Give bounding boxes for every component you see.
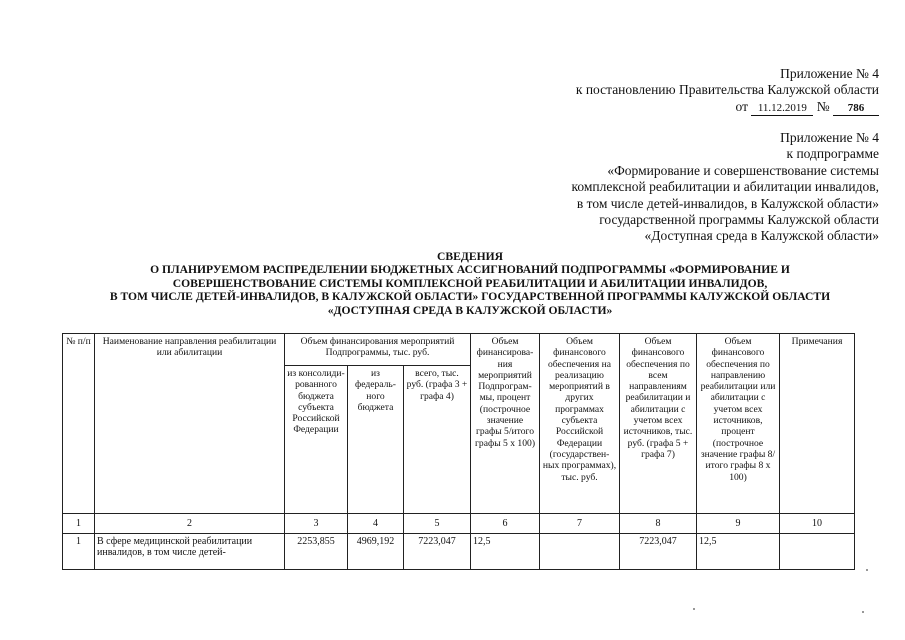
title-line: О ПЛАНИРУЕМОМ РАСПРЕДЕЛЕНИИ БЮДЖЕТНЫХ АССИГНОВАНИЙ ПОДПРОГРАММЫ «ФОРМИРОВАНИЕ И — [150, 263, 790, 277]
column-number: 6 — [471, 514, 540, 534]
column-number: 4 — [348, 514, 404, 534]
resolution-number: 786 — [833, 102, 879, 116]
header-notes: Примечания — [780, 334, 855, 514]
row-percent: 12,5 — [471, 534, 540, 570]
header-federal: из федераль- ного бюджета — [348, 366, 404, 514]
scan-speck — [866, 569, 868, 571]
title-line: В ТОМ ЧИСЛЕ ДЕТЕЙ-ИНВАЛИДОВ, В КАЛУЖСКОЙ ОБЛАСТИ» ГОСУДАРСТВЕННОЙ ПРОГРАММЫ КАЛУЖСКОЙ ОБЛАСТИ — [109, 290, 831, 304]
column-number: 7 — [540, 514, 620, 534]
row-total: 7223,047 — [404, 534, 471, 570]
row-notes — [780, 534, 855, 570]
column-number: 8 — [620, 514, 697, 534]
table-row — [63, 534, 855, 570]
header-all-sources: Объем финансового обеспечения по всем направлениям реабилитации и абилитации с учетом всех источников, тыс. руб. (графа 5 + графа 7) — [620, 334, 697, 514]
program-ref-line: государственной программы Калужской области — [599, 212, 879, 228]
row-all-sources: 7223,047 — [620, 534, 697, 570]
column-number: 3 — [285, 514, 348, 534]
header-funding-group: Объем финансирования мероприятий Подпрограммы, тыс. руб. — [285, 334, 471, 366]
header-percent: Объем финансирова- ния мероприятий Подпрограм- мы, процент (построчное значение графы 5/итого графы 5 x 100) — [471, 334, 540, 514]
row-federal: 4969,192 — [348, 534, 404, 570]
appendix-resolution-ref: к постановлению Правительства Калужской области — [575, 82, 879, 98]
header-direction: Наименование направления реабилитации или абилитации — [95, 334, 285, 514]
row-num: 1 — [63, 534, 95, 570]
header-direction-all-sources: Объем финансового обеспечения по направлению реабилитации или абилитации с учетом всех источников, процент (построчное значение графы 8/итого графы 8 x 100) — [697, 334, 780, 514]
from-label: от — [735, 98, 748, 114]
title-line: СОВЕРШЕНСТВОВАНИЕ СИСТЕМЫ КОМПЛЕКСНОЙ РЕАБИЛИТАЦИИ И АБИЛИТАЦИИ ИНВАЛИДОВ, — [172, 276, 768, 290]
column-number: 5 — [404, 514, 471, 534]
row-direction-all-sources: 12,5 — [697, 534, 780, 570]
document-title — [40, 250, 900, 317]
subprogram-appendix-title: Приложение № 4 — [780, 130, 879, 145]
resolution-date-line — [576, 99, 879, 116]
resolution-date: 11.12.2019 — [751, 102, 813, 116]
header-total: всего, тыс. руб. (графа 3 + графа 4) — [404, 366, 471, 514]
row-consolidated: 2253,855 — [285, 534, 348, 570]
column-number: 2 — [95, 514, 285, 534]
program-name-line: «Доступная среда в Калужской области» — [644, 228, 879, 244]
scan-speck — [693, 608, 695, 610]
header-other-programs: Объем финансового обеспечения на реализацию мероприятий в других программах субъекта Российской Федерации (государствен- ных программах), тыс. руб. — [540, 334, 620, 514]
row-other-programs — [540, 534, 620, 570]
subprogram-name-line: «Формирование и совершенствование системы — [607, 162, 879, 178]
column-number: 10 — [780, 514, 855, 534]
subprogram-ref: к подпрограмме — [786, 146, 879, 162]
title-line: «ДОСТУПНАЯ СРЕДА В КАЛУЖСКОЙ ОБЛАСТИ» — [327, 303, 613, 317]
column-number: 1 — [63, 514, 95, 534]
column-number: 9 — [697, 514, 780, 534]
header-num: № п/п — [63, 334, 95, 514]
appendix-subprogram-block — [571, 130, 879, 245]
title-line: СВЕДЕНИЯ — [437, 250, 503, 263]
scan-speck — [862, 611, 864, 613]
row-direction: В сфере медицинской реабилитации инвалидов, в том числе детей- — [95, 534, 285, 570]
subprogram-name-line: комплексной реабилитации и абилитации инвалидов, — [571, 179, 879, 195]
appendix-title: Приложение № 4 — [780, 66, 879, 81]
subprogram-name-line: в том числе детей-инвалидов, в Калужской области» — [576, 195, 879, 211]
budget-distribution-table — [62, 333, 855, 570]
number-label: № — [816, 98, 830, 114]
header-consolidated: из консолиди- рованного бюджета субъекта Российской Федерации — [285, 366, 348, 514]
appendix-resolution-block — [576, 66, 879, 116]
